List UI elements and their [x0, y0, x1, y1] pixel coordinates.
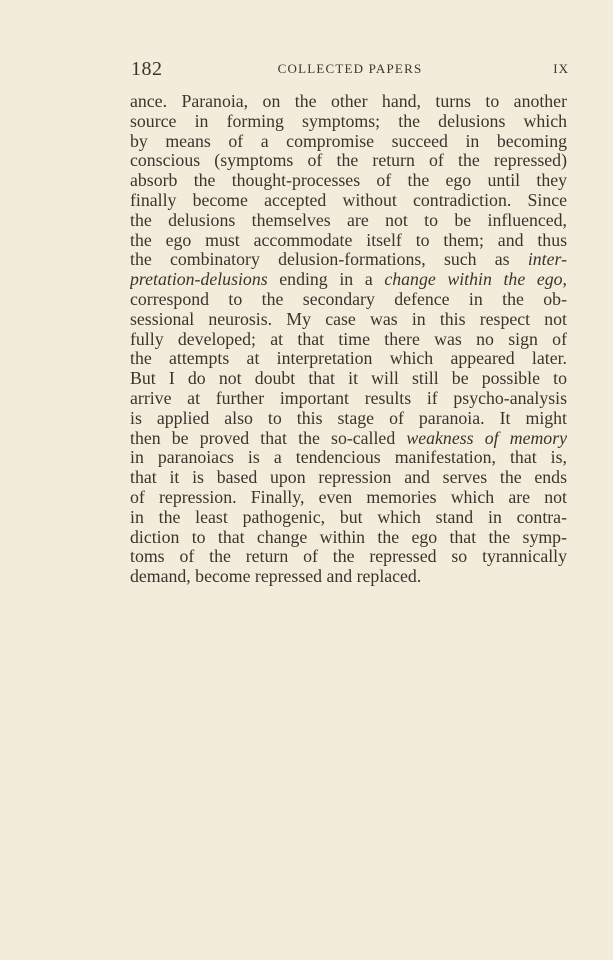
text-line — [130, 250, 567, 270]
text-segment: the combinatory delusion-formations, such as — [130, 250, 528, 270]
page-number: 182 — [131, 58, 163, 80]
text-segment: source in forming symptoms; the delusions which — [130, 111, 567, 131]
text-line — [130, 547, 567, 567]
text-segment: in paranoiacs is a tendencious manifestation, that is, — [130, 448, 567, 468]
text-segment: by means of a compromise succeed in becoming — [130, 131, 567, 151]
volume-number: IX — [553, 61, 569, 76]
text-line — [130, 92, 567, 112]
text-segment: in the least pathogenic, but which stand in contra- — [130, 507, 567, 527]
text-line — [130, 389, 567, 409]
italic-term: change within the ego — [384, 270, 563, 290]
text-segment: ending in a — [267, 270, 385, 290]
text-line — [130, 132, 567, 152]
text-segment: the attempts at interpretation which appeared later. — [130, 349, 567, 369]
text-segment: arrive at further important results if psycho-analysis — [130, 388, 567, 408]
text-line — [130, 567, 567, 587]
text-line — [130, 409, 567, 429]
text-segment: the delusions themselves are not to be influenced, — [130, 210, 567, 230]
text-segment: fully developed; at that time there was no sign of — [130, 329, 567, 349]
text-segment: toms of the return of the repressed so tyrannically — [130, 547, 567, 567]
text-line — [130, 231, 567, 251]
text-line — [130, 171, 567, 191]
text-line — [130, 270, 567, 290]
text-line — [130, 349, 567, 369]
text-segment: the ego must accommodate itself to them; and thus — [130, 230, 567, 250]
text-line — [130, 151, 567, 171]
text-segment: then be proved that the so-called — [130, 428, 407, 448]
italic-term: inter- — [527, 250, 567, 270]
text-segment: absorb the thought-processes of the ego until they — [130, 171, 567, 191]
text-segment: But I do not doubt that it will still be possible to — [130, 369, 567, 389]
text-line — [130, 290, 567, 310]
text-line — [130, 369, 567, 389]
text-segment: demand, become repressed and replaced. — [130, 567, 422, 587]
running-title: COLLECTED PAPERS — [277, 61, 423, 76]
text-segment: of repression. Finally, even memories which are not — [130, 487, 567, 507]
body-paragraph — [130, 92, 567, 587]
text-line — [130, 112, 567, 132]
text-line — [130, 488, 567, 508]
text-segment: is applied also to this stage of paranoia. It might — [130, 408, 567, 428]
text-line — [130, 211, 567, 231]
text-line — [130, 330, 567, 350]
text-segment: , — [562, 270, 567, 290]
text-line — [130, 508, 567, 528]
text-segment: finally become accepted without contradiction. Since — [130, 190, 567, 210]
text-line — [130, 448, 567, 468]
text-segment: conscious (symptoms of the return of the repressed) — [130, 151, 567, 171]
text-line — [130, 429, 567, 449]
text-segment: sessional neurosis. My case was in this respect not — [130, 309, 567, 329]
italic-term: pretation-delusions — [130, 270, 268, 290]
running-head — [131, 58, 569, 80]
text-segment: correspond to the secondary defence in the ob- — [130, 289, 567, 309]
text-segment: ance. Paranoia, on the other hand, turns to another — [130, 92, 567, 111]
text-segment: that it is based upon repression and serves the ends — [130, 468, 567, 488]
text-segment: diction to that change within the ego that the symp- — [130, 527, 567, 547]
text-line — [130, 468, 567, 488]
text-line — [130, 191, 567, 211]
text-line — [130, 310, 567, 330]
italic-term: weakness of memory — [406, 428, 567, 448]
text-line — [130, 528, 567, 548]
